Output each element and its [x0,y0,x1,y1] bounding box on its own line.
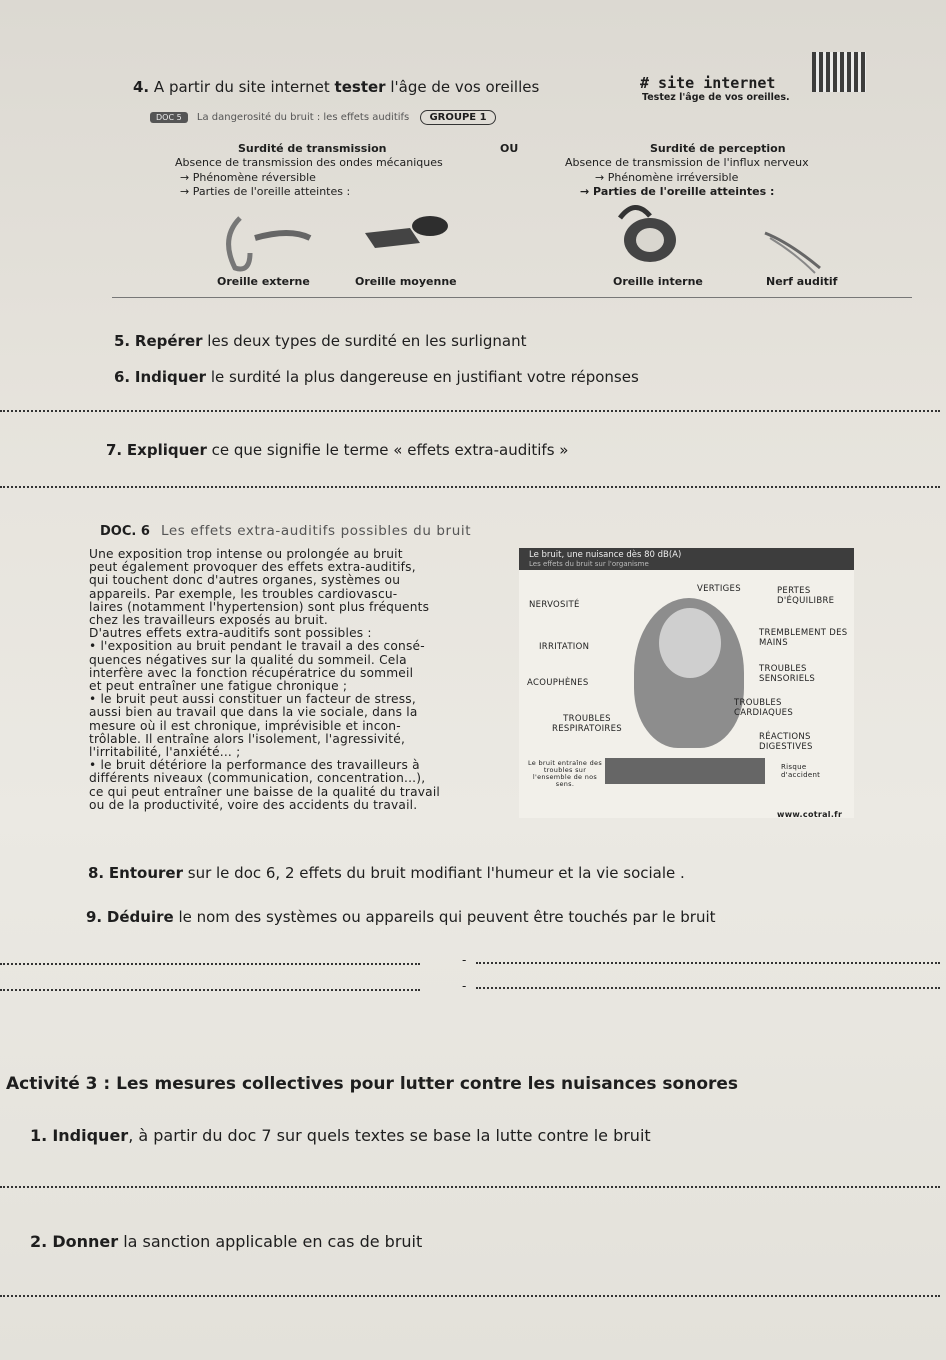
doc5-left-sub: Absence de transmission des ondes mécaniques [175,156,443,169]
doc6-line: • le bruit peut aussi constituer un facteur de stress, [89,692,416,707]
middle-ear-icon [365,216,448,248]
doc6-line: ou de la productivité, voire des accidents du travail. [89,797,418,812]
activity-3-title: Activité 3 : Les mesures collectives pour lutter contre les nuisances sonores [6,1074,739,1094]
answer-line-a2[interactable] [0,1295,940,1297]
answer-line-9a-left[interactable] [0,963,420,965]
question-4: 4. A partir du site internet tester l'âge de vos oreilles [133,78,540,96]
answer-line-9b-right[interactable] [476,987,940,989]
doc5-left-b1: → Phénomène réversible [180,171,316,184]
doc6-line: interfère avec la fonction récupératrice du sommeil [89,665,414,680]
answer-line-6[interactable] [0,410,940,412]
doc6-tag: DOC. 6 [100,524,150,539]
doc6-line: laires (notamment l'hypertension) sont plus fréquents [89,599,430,614]
activity-3-question-1: 1. Indiquer, à partir du doc 7 sur quels textes se base la lutte contre le bruit [30,1126,651,1145]
doc6-line: Une exposition trop intense ou prolongée au bruit [89,547,403,561]
doc5-header [150,112,496,123]
noise-effects-infographic: Le bruit, une nuisance dès 80 dB(A) Les effets du bruit sur l'organisme VERTIGES PERTES D'ÉQUILIBRE NERVOSITÉ TREMBLEMENT DES MAINS IRRITATION TROUBLES SENSORIELS ACOUPHÈNES TROUBLES CARDIAQUES TROUBLES RESPIRATOIRES RÉACTIONS DIGESTIVES Le bruit entraîne des troubles sur l'ensemble de nos sens. Risque d'accident www.cotral.fr [519,548,854,818]
infographic-source: www.cotral.fr [777,810,843,819]
doc6-line: et peut entraîner une fatigue chronique ; [89,679,348,694]
doc5-tag: DOC 5 [150,112,188,123]
doc6-line: quences négatives sur la qualité du sommeil. Cela [89,652,407,667]
doc5-right-title: Surdité de perception [650,142,786,155]
doc6-line: aussi bien au travail que dans la vie sociale, dans la [89,705,418,720]
activity-3-question-2: 2. Donner la sanction applicable en cas de bruit [30,1232,423,1251]
outer-ear-icon [229,218,310,269]
site-subtitle: Testez l'âge de vos oreilles. [642,92,790,103]
doc6-line: D'autres effets extra-auditifs sont possibles : [89,626,372,641]
doc5-title: La dangerosité du bruit : les effets auditifs [196,112,410,123]
label-auditory-nerve: Nerf auditif [766,275,838,288]
qr-code-icon [812,52,866,92]
face-illustration [659,608,721,678]
label-outer-ear: Oreille externe [217,275,310,288]
doc6-line: peut également provoquer des effets extra-auditifs, [89,560,416,575]
doc6-line: appareils. Par exemple, les troubles cardiovascu- [89,586,398,601]
doc6-line: • le bruit détériore la performance des travailleurs à [89,758,420,773]
infographic-bottom-strip [605,758,765,784]
answer-line-9b-left[interactable] [0,989,420,991]
question-6: 6. Indiquer le surdité la plus dangereuse en justifiant votre réponses [114,368,639,386]
doc5-right-b2: → Parties de l'oreille atteintes : [580,185,775,198]
doc5-divider [112,297,912,298]
site-title: # site internet [640,74,776,92]
doc5-right-b1: → Phénomène irréversible [595,171,739,184]
doc6-line: mesure où il est chronique, imprévisible et incon- [89,718,401,733]
doc6-line: ce qui peut entraîner une baisse de la qualité du travail [89,784,440,799]
doc6-line: chez les travailleurs exposés au bruit. [89,613,328,628]
label-inner-ear: Oreille interne [613,275,703,288]
answer-line-a1[interactable] [0,1186,940,1188]
doc6-line: différents niveaux (communication, concentration...), [89,771,426,786]
doc5-left-title: Surdité de transmission [238,142,387,155]
auditory-nerve-icon [765,233,820,273]
doc6-title: Les effets extra-auditifs possibles du bruit [161,523,472,539]
answer-line-7[interactable] [0,486,940,488]
doc5-left-b2: → Parties de l'oreille atteintes : [180,185,351,198]
doc6-line: l'irritabilité, l'anxiété... ; [89,745,241,760]
infographic-banner: Le bruit, une nuisance dès 80 dB(A) Les effets du bruit sur l'organisme [519,548,854,570]
doc5-or: OU [500,142,519,155]
group-tag: GROUPE 1 [420,110,495,125]
doc6-body [89,548,519,812]
question-7: 7. Expliquer ce que signifie le terme « effets extra-auditifs » [106,441,569,459]
doc6-header [100,520,471,539]
dash: - [462,979,467,993]
doc6-line: qui touchent donc d'autres organes, systèmes ou [89,573,401,588]
question-8: 8. Entourer sur le doc 6, 2 effets du bruit modifiant l'humeur et la vie sociale . [88,864,685,882]
question-5: 5. Repérer les deux types de surdité en les surlignant [114,332,527,350]
answer-line-9a-right[interactable] [476,962,940,964]
inner-ear-icon [620,207,676,262]
doc5-right-sub: Absence de transmission de l'influx nerveux [565,156,809,169]
doc6-line: • l'exposition au bruit pendant le travail a des consé- [89,639,425,654]
label-middle-ear: Oreille moyenne [355,275,457,288]
dash: - [462,953,467,967]
doc6-line: trôlable. Il entraîne alors l'isolement, l'agressivité, [89,731,406,746]
question-9: 9. Déduire le nom des systèmes ou appareils qui peuvent être touchés par le bruit [86,908,716,926]
ear-diagrams [180,198,880,278]
